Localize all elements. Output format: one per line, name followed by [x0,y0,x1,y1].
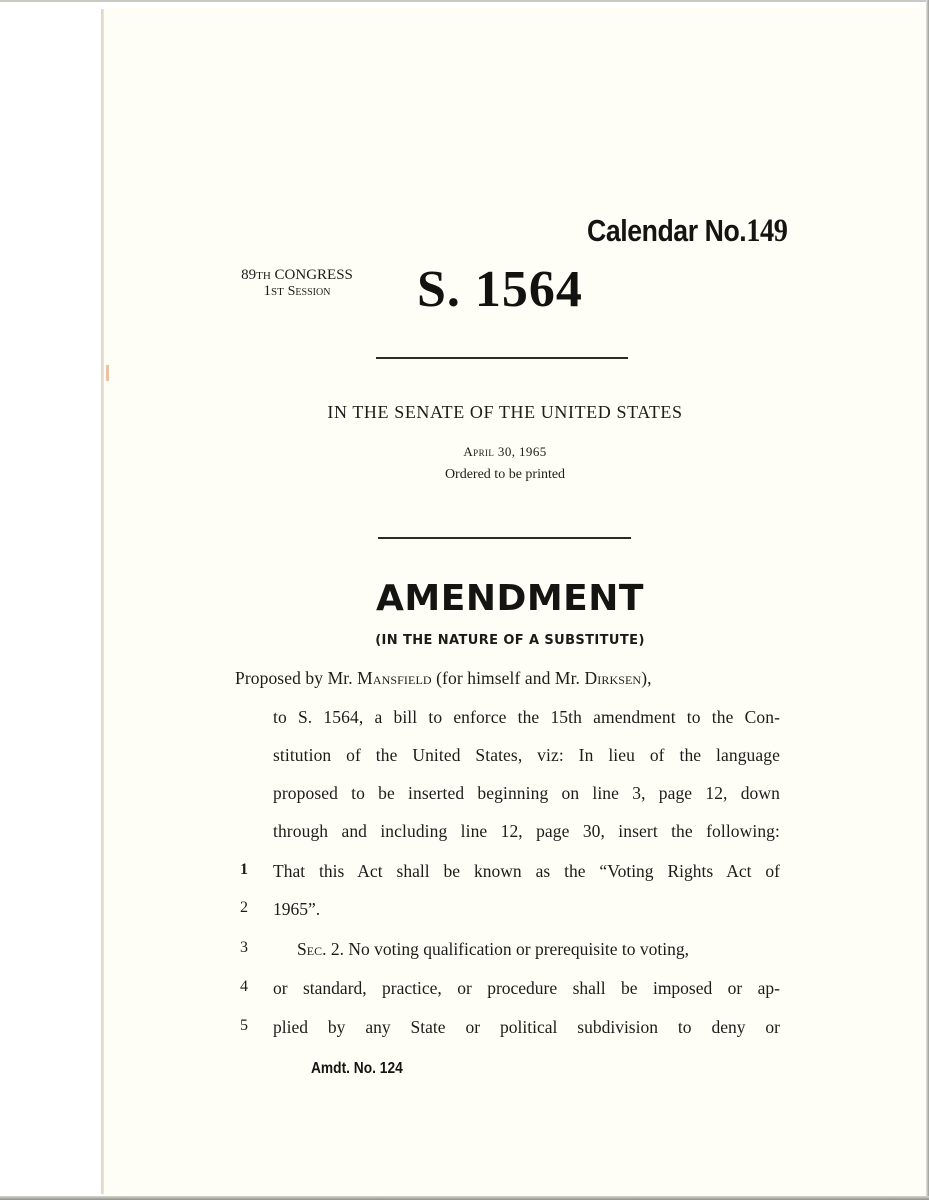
sponsor-name: Mansfield [357,668,432,688]
line-number: 3 [240,939,248,956]
chamber-heading: IN THE SENATE OF THE UNITED STATES [327,402,683,422]
divider-rule [378,537,631,539]
calendar-number [587,213,788,250]
calendar-label: Calendar No. [587,213,747,248]
binding-stain [106,365,109,381]
numbered-line [240,899,782,923]
preamble-line: proposed to be inserted beginning on line 3, page 12, down [273,783,780,803]
congress-session [230,268,364,300]
preamble-line: stitution of the United States, viz: In lieu of the language [273,745,780,765]
amendment-number: Amdt. No. 124 [311,1060,403,1077]
numbered-line [240,978,782,1002]
line-text: or standard, practice, or procedure shall be imposed or ap- [273,978,780,998]
preamble-line: Proposed by Mr. Mansfield (for himself and Mr. Dirksen), [235,668,652,688]
bill-number: S. 1564 [417,261,583,318]
scan-edge-bottom [0,1196,929,1200]
calendar-value: 149 [746,213,788,249]
line-number: 2 [240,899,248,916]
scan-edge-top [0,0,929,2]
line-number: 4 [240,978,248,995]
binding-edge [101,9,104,1194]
numbered-line [240,1017,782,1041]
line-text: Sec. 2. No voting qualification or prerequisite to voting, [297,939,690,959]
section-label: Sec. [297,939,327,959]
numbered-line [240,939,782,963]
line-number: 5 [240,1017,248,1034]
document-title: AMENDMENT [376,578,644,619]
preamble-line: to S. 1564, a bill to enforce the 15th amendment to the Con- [273,707,780,727]
line-text: 1965”. [273,899,321,919]
date: April 30, 1965 [463,444,547,459]
line-text: plied by any State or political subdivision to deny or [273,1017,780,1037]
ordered-note: Ordered to be printed [444,467,566,482]
divider-rule [376,357,628,359]
line-text: That this Act shall be known as the “Voting Rights Act of [273,861,780,881]
cosponsor-name: Dirksen [584,668,642,688]
line-number: 1 [240,861,248,878]
document-subtitle: (IN THE NATURE OF A SUBSTITUTE) [375,633,645,648]
congress-line: 89TH CONGRESS [241,267,353,283]
numbered-line [240,861,782,885]
preamble-line: through and including line 12, page 30, insert the following: [273,821,780,841]
session-line: 1ST Session [263,283,331,299]
